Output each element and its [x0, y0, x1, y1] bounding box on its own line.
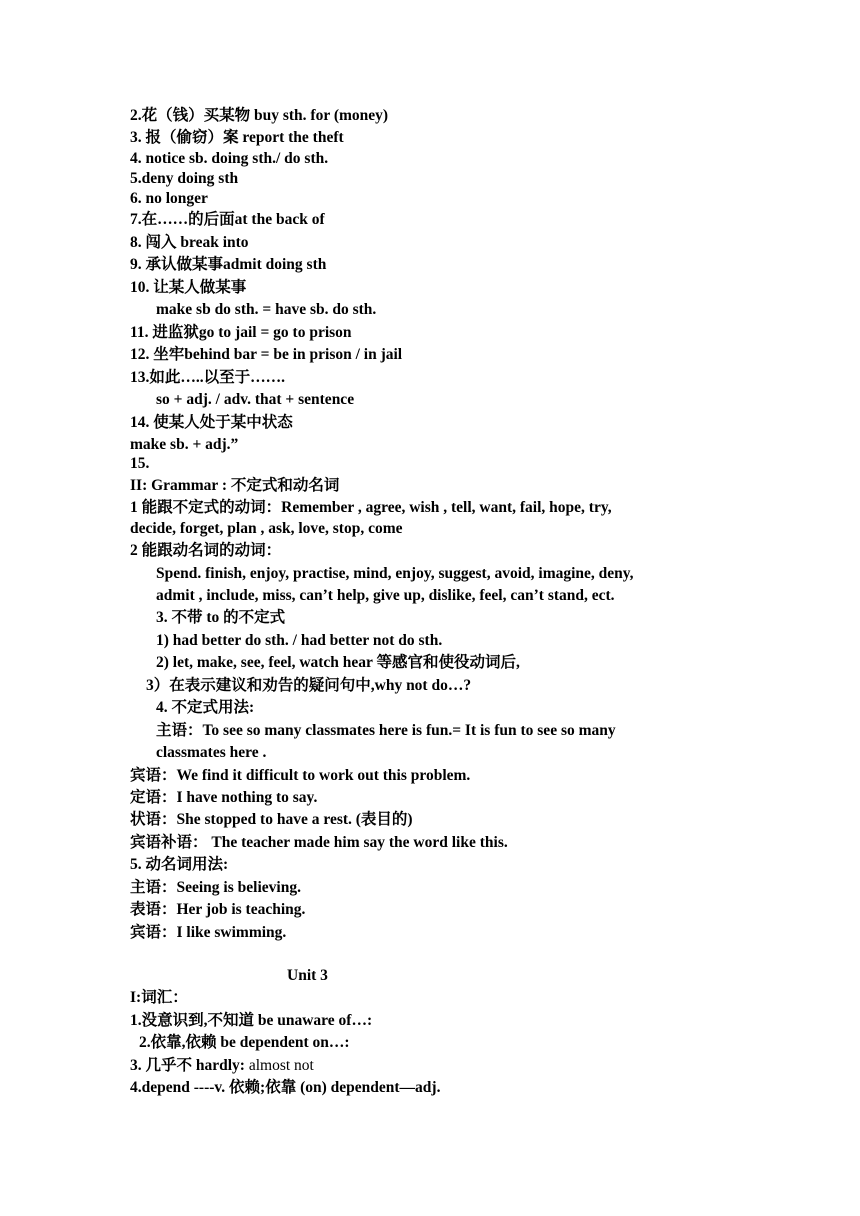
text-line: 3. 报（偷窃）案 report the theft	[130, 129, 344, 146]
text-line: 3. 不带 to 的不定式	[156, 609, 286, 626]
text-line: Spend. finish, enjoy, practise, mind, enjoy, suggest, avoid, imagine, deny,	[156, 565, 634, 582]
text-bold-part: 3. 几乎不 hardly:	[130, 1057, 245, 1074]
text-line: 主语：To see so many classmates here is fun.= It is fun to see so many	[156, 722, 616, 739]
text-line: 5. 动名词用法:	[130, 856, 229, 873]
text-line: 定语：I have nothing to say.	[130, 789, 318, 806]
text-line: 10. 让某人做某事	[130, 279, 247, 296]
text-line: make sb. + adj.”	[130, 436, 239, 453]
text-line: 4. notice sb. doing sth./ do sth.	[130, 150, 329, 167]
text-line: 表语：Her job is teaching.	[130, 901, 306, 918]
text-line: 2.花（钱）买某物 buy sth. for (money)	[130, 107, 389, 124]
text-line: 5.deny doing sth	[130, 170, 239, 187]
text-line: 14. 使某人处于某中状态	[130, 414, 293, 431]
text-line: 状语：She stopped to have a rest. (表目的)	[130, 811, 413, 828]
text-line: 12. 坐牢behind bar = be in prison / in jail	[130, 346, 403, 363]
text-line: 9. 承认做某事admit doing sth	[130, 256, 327, 273]
text-line: 13.如此…..以至于…….	[130, 369, 286, 386]
text-line: 15.	[130, 455, 150, 472]
text-line: decide, forget, plan , ask, love, stop, come	[130, 520, 403, 537]
text-line: 宾语补语： The teacher made him say the word like this.	[130, 834, 508, 851]
text-line	[130, 1056, 314, 1076]
text-line: 4. 不定式用法:	[156, 699, 255, 716]
text-line: 1.没意识到,不知道 be unaware of…:	[130, 1012, 373, 1029]
section-heading: II: Grammar : 不定式和动名词	[130, 477, 340, 494]
text-line: 宾语：I like swimming.	[130, 924, 287, 941]
text-line: so + adj. / adv. that + sentence	[156, 391, 355, 408]
text-line: 1 能跟不定式的动词：Remember , agree, wish , tell, want, fail, hope, try,	[130, 499, 612, 516]
text-line: 8. 闯入 break into	[130, 234, 249, 251]
text-normal-part: almost not	[244, 1057, 314, 1074]
text-line: 4.depend ----v. 依赖;依靠 (on) dependent—adj.	[130, 1079, 441, 1096]
text-line: 11. 进监狱go to jail = go to prison	[130, 324, 352, 341]
text-line: 2) let, make, see, feel, watch hear 等感官和使役动词后,	[156, 654, 520, 671]
unit-heading: Unit 3	[287, 967, 328, 984]
text-line: 6. no longer	[130, 190, 208, 207]
text-line: 2 能跟动名词的动词：	[130, 542, 282, 559]
section-heading: I:词汇：	[130, 989, 188, 1006]
text-line: 主语：Seeing is believing.	[130, 879, 301, 896]
text-line: admit , include, miss, can’t help, give up, dislike, feel, can’t stand, ect.	[156, 587, 615, 604]
text-line: make sb do sth. = have sb. do sth.	[156, 301, 377, 318]
text-line: 3）在表示建议和劝告的疑问句中,why not do…?	[146, 677, 472, 694]
text-line: 宾语：We find it difficult to work out this problem.	[130, 767, 471, 784]
text-line: 1) had better do sth. / had better not do sth.	[156, 632, 443, 649]
text-line: classmates here .	[156, 744, 267, 761]
text-line: 7.在……的后面at the back of	[130, 211, 325, 228]
text-line: 2.依靠,依赖 be dependent on…:	[139, 1034, 350, 1051]
